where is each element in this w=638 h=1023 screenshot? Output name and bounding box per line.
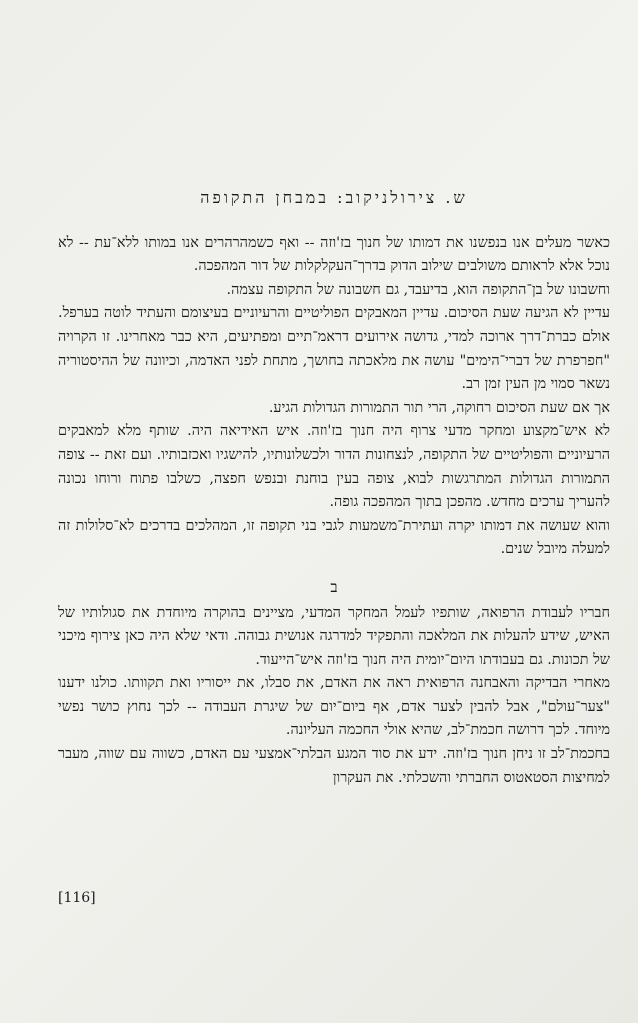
paragraph: כאשר מעלים אנו בנפשנו את דמותו של חנוך בז'וזה -- ואף כשמהרהרים אנו במותו ללא־עת -- לא נוכל אלא לראותם משולבים שילוב הדוק בדרך־העקלקלות של דור המהפכה. (58, 234, 610, 275)
section-heading: ב (330, 577, 338, 596)
paragraph: וחשבונו של בן־התקופה הוא, בדיעבד, גם חשבונה של התקופה עצמה. (226, 281, 610, 298)
paragraph: חבריו לעבודת הרפואה, שותפיו לעמל המחקר המדעי, מציינים בהוקרה מיוחדת את סגולותיו של האיש, שידע להעלות את המלאכה והתפקיד למדרגה אנושית גבוהה. ודאי שלא היה כאן צירוף מיכני של תכונות. גם בעבודתו היום־יומית היה חנוך בז'וזה איש־הייעוד. (58, 604, 610, 668)
paragraph: והוא שעושה את דמותו יקרה ועתירת־משמעות לגבי בני תקופה זו, המהלכים בדרכים לא־סלולות זה למעלה מיובל שנים. (58, 517, 610, 558)
paragraph: עדיין לא הגיעה שעת הסיכום. עדיין המאבקים הפוליטיים והרעיוניים בעיצומם והעתיד לוטה בערפל. אולם כברת־דרך ארוכה למדי, גדושה אירועים דראמ־תיים ומפתיעים, היא כבר מאחרינו. זו הקרויה "חפרפרת של דברי־הימים" עושה את מלאכתה בחושך, מתחת לפני האדמה, וכיוונה של ההיסטוריה נשאר סמוי מן העין זמן רב. (58, 305, 610, 393)
paragraph: מאחרי הבדיקה והאבחנה הרפואית ראה את האדם, את סבלו, את ייסוריו ואת תקוותו. כולנו ידענו "צער־עולם", אבל להבין לצער אדם, אף ביום־יום של שיגרת העבודה -- לכך נחוץ כושר נפשי מיוחד. לכך דרושה חכמת־לב, שהיא אולי החכמה העליונה. (58, 675, 610, 739)
paragraph: לא איש־מקצוע ומחקר מדעי צרוף היה חנוך בז'וזה. איש האידיאה היה. שותף מלא למאבקים הרעיוניים והפוליטיים של התקופה, לנצחונות הדור ולכשלונותיו, להישגיו ואכזבותיו. ועם זאת -- צופה התמורות הגדולות המתרגשות לבוא, צופה בעין בוחנת ובנפש חפצה, כשלבו פתוח ורוחו נכונה להעריך ערכים מחדש. מהפכן בתוך המהפכה גופה. (58, 423, 610, 511)
chapter-title: ש. צירולניקוב: במבחן התקופה (200, 188, 468, 207)
paragraph: בחכמת־לב זו ניחן חנוך בז'וזה. ידע את סוד המגע הבלתי־אמצעי עם האדם, כשווה עם שווה, מעבר למחיצות הסטאטוס החברתי והשכלתי. את העקרון (58, 746, 610, 786)
page-number: [116] (58, 890, 96, 906)
paragraph: אך אם שעת הסיכום רחוקה, הרי תור התמורות הגדולות הגיע. (268, 399, 610, 416)
page-body (58, 186, 610, 790)
